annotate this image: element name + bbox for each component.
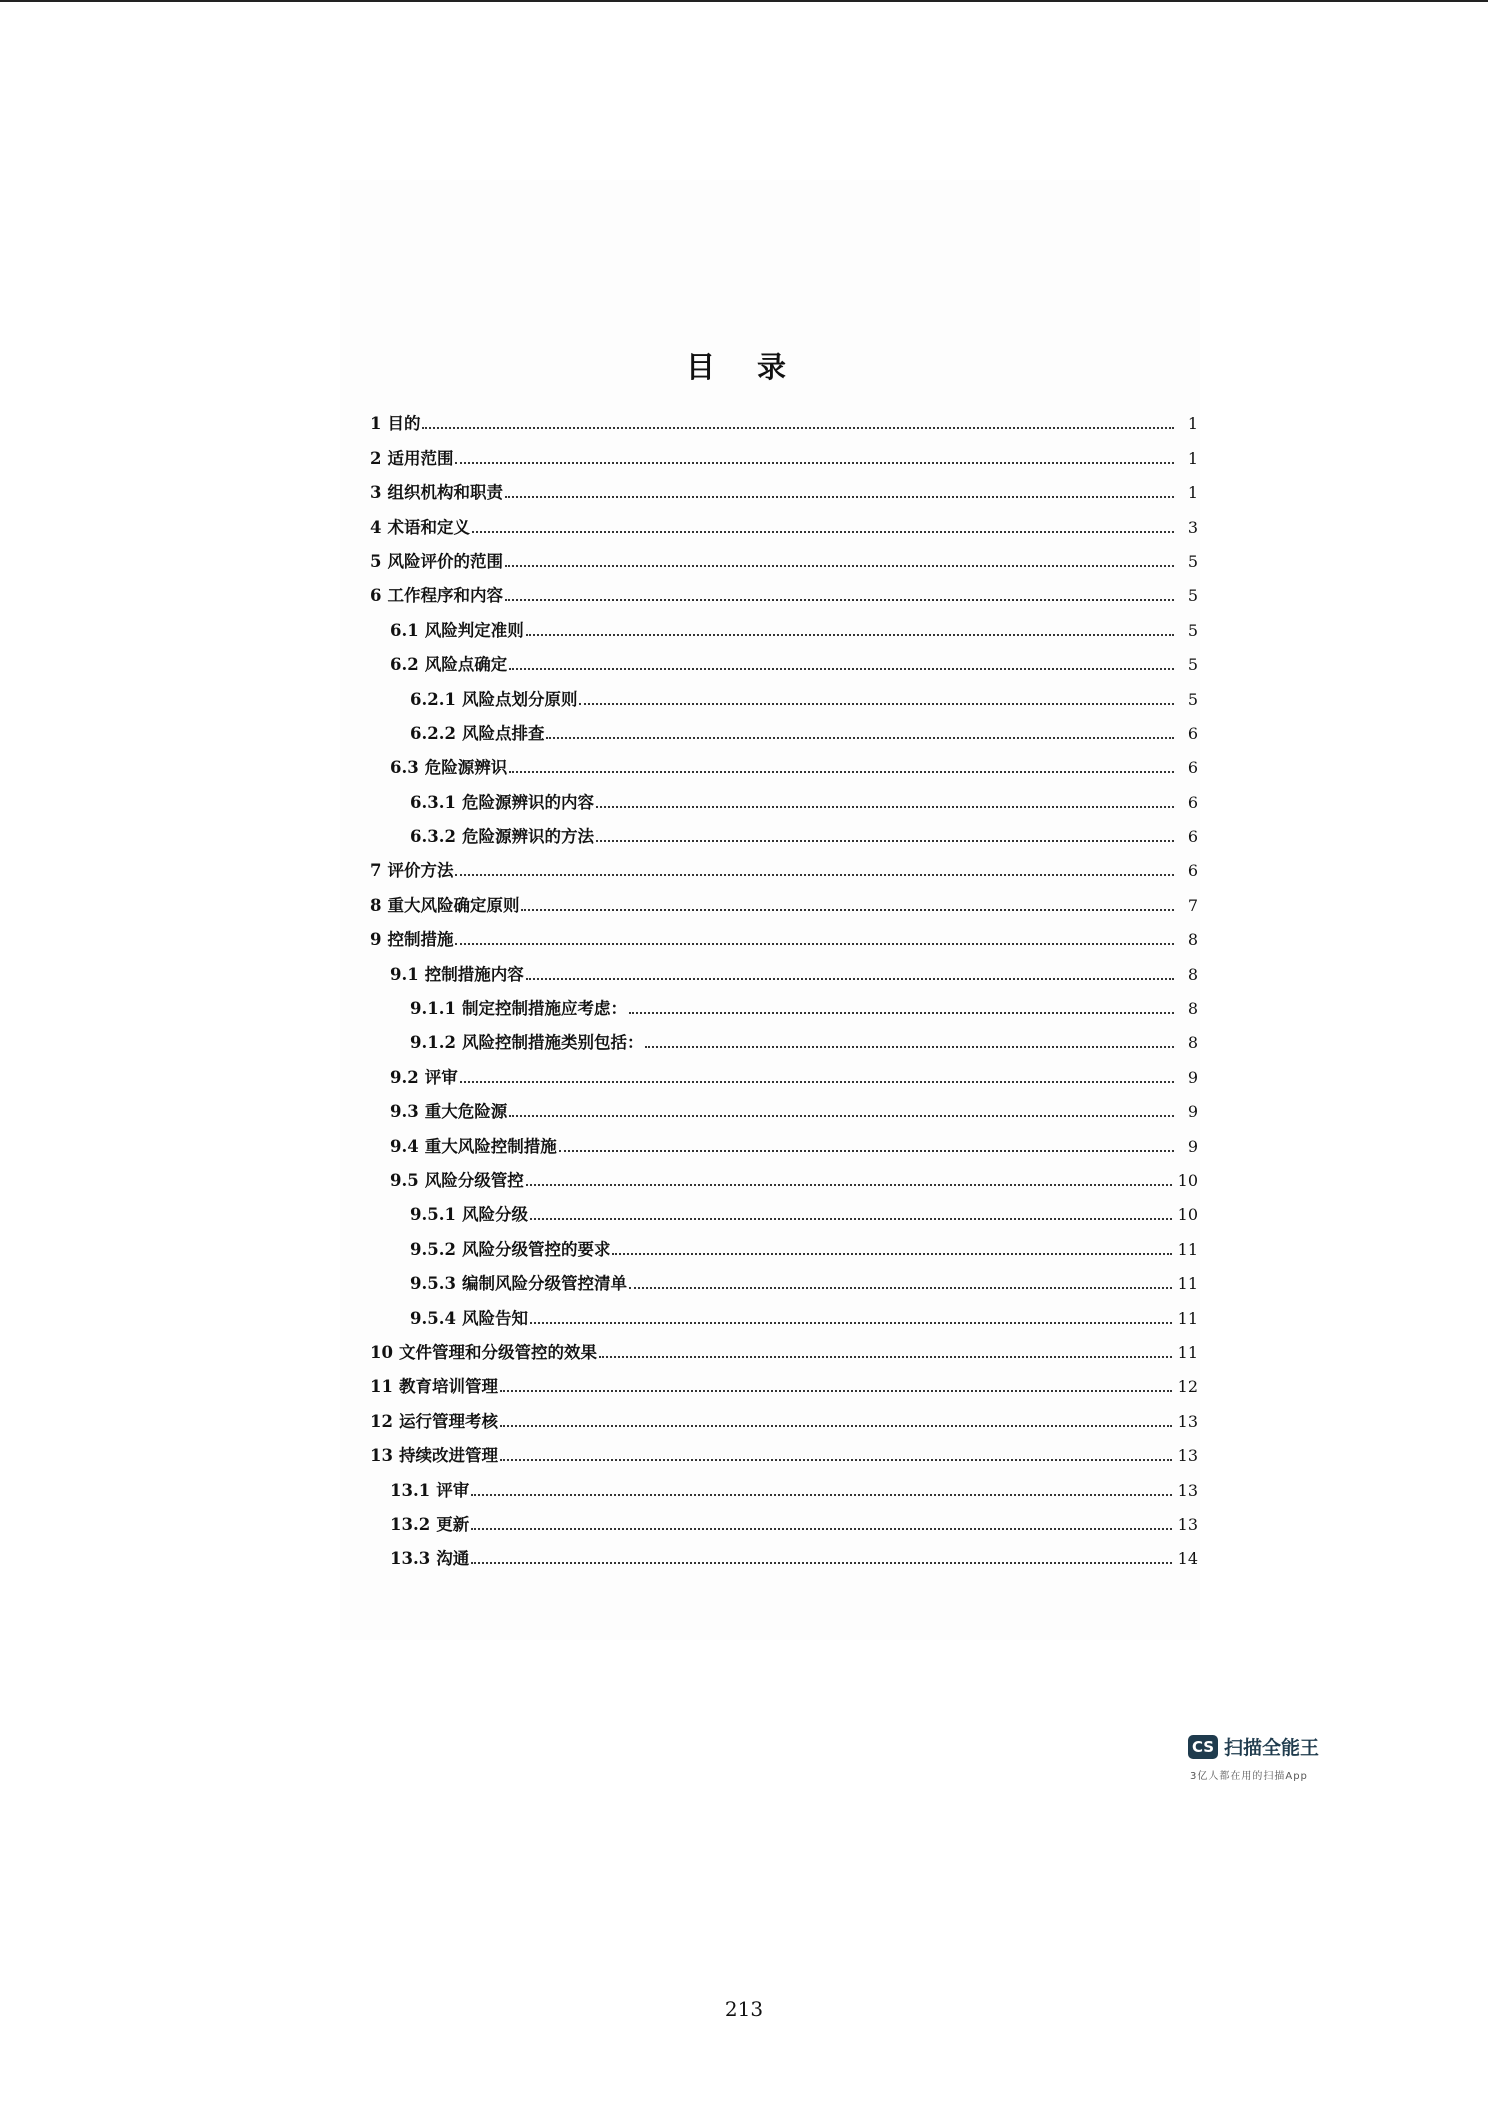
toc-entry bbox=[370, 572, 1198, 606]
toc-entry-page: 8 bbox=[1187, 964, 1198, 984]
toc-entry-label: 风险判定准则 bbox=[424, 620, 524, 640]
toc-entry-page: 13 bbox=[1177, 1446, 1198, 1466]
toc-entry-label: 制定控制措施应考虑： bbox=[461, 999, 627, 1019]
toc-entry-page: 7 bbox=[1187, 895, 1198, 915]
toc-dot-leader bbox=[526, 633, 1174, 636]
toc-entry-page: 13 bbox=[1177, 1411, 1198, 1431]
toc-entry-label: 风险控制措施类别包括： bbox=[461, 1033, 644, 1053]
toc-entry-number: 9.5.2 bbox=[410, 1239, 456, 1259]
toc-entry-number: 9.1 bbox=[390, 964, 419, 984]
toc-entry bbox=[370, 400, 1198, 434]
toc-entry-label: 危险源辨识的方法 bbox=[461, 827, 594, 847]
toc-dot-leader bbox=[579, 702, 1174, 705]
toc-dot-leader bbox=[612, 1252, 1171, 1255]
toc-dot-leader bbox=[629, 1286, 1172, 1289]
toc-entry-label: 风险点排查 bbox=[461, 723, 545, 743]
toc-entry-page: 3 bbox=[1187, 517, 1198, 537]
toc-entry-number: 9.1.2 bbox=[410, 1033, 456, 1053]
toc-dot-leader bbox=[500, 1424, 1172, 1427]
toc-entry-page: 6 bbox=[1187, 758, 1198, 778]
toc-entry-page: 11 bbox=[1177, 1342, 1198, 1362]
toc-entry bbox=[370, 1088, 1198, 1122]
toc-entry-label: 适用范围 bbox=[387, 448, 454, 468]
toc-dot-leader bbox=[471, 1561, 1171, 1564]
logo-tagline: 3亿人都在用的扫描App bbox=[1190, 1771, 1308, 1782]
toc-entry-number: 6.2.2 bbox=[410, 723, 456, 743]
toc-entry-page: 11 bbox=[1177, 1308, 1198, 1328]
toc-entry-label: 评价方法 bbox=[387, 861, 454, 881]
toc-entry bbox=[370, 1466, 1198, 1500]
toc-entry-label: 风险评价的范围 bbox=[387, 551, 503, 571]
toc-entry bbox=[370, 778, 1198, 812]
toc-entry-label: 运行管理考核 bbox=[398, 1411, 498, 1431]
toc-entry-label: 危险源辨识的内容 bbox=[461, 792, 594, 812]
toc-dot-leader bbox=[521, 908, 1174, 911]
toc-entry-label: 教育培训管理 bbox=[398, 1377, 498, 1397]
toc-entry-number: 9.5.3 bbox=[410, 1274, 456, 1294]
toc-dot-leader bbox=[546, 736, 1174, 739]
toc-entry-label: 风险点划分原则 bbox=[461, 689, 578, 709]
toc-dot-leader bbox=[500, 1458, 1172, 1461]
toc-entry-number: 7 bbox=[370, 861, 382, 881]
toc-entry-number: 9.5.1 bbox=[410, 1205, 456, 1225]
toc-dot-leader bbox=[645, 1045, 1174, 1048]
toc-entry-number: 8 bbox=[370, 895, 382, 915]
toc-entry-page: 6 bbox=[1187, 792, 1198, 812]
toc-entry-label: 重大风险确定原则 bbox=[387, 895, 520, 915]
toc-title: 目 录 bbox=[685, 350, 803, 384]
toc-entry bbox=[370, 1191, 1198, 1225]
toc-entry-page: 6 bbox=[1187, 723, 1198, 743]
toc-entry-number: 9 bbox=[370, 930, 382, 950]
toc-entry-label: 重大风险控制措施 bbox=[424, 1136, 557, 1156]
toc-entry-page: 8 bbox=[1187, 999, 1198, 1019]
toc-entry-page: 6 bbox=[1187, 827, 1198, 847]
toc-entry bbox=[370, 1329, 1198, 1363]
toc-entry-page: 5 bbox=[1187, 655, 1198, 675]
toc-dot-leader bbox=[596, 839, 1174, 842]
toc-entry-number: 12 bbox=[370, 1411, 393, 1431]
toc-entry-number: 13.1 bbox=[390, 1480, 431, 1500]
toc-entry-page: 14 bbox=[1177, 1549, 1198, 1569]
toc-dot-leader bbox=[455, 873, 1174, 876]
toc-dot-leader bbox=[599, 1355, 1172, 1358]
toc-entry-number: 9.5.4 bbox=[410, 1308, 456, 1328]
toc-entry-number: 6.1 bbox=[390, 620, 419, 640]
toc-dot-leader bbox=[526, 977, 1174, 980]
toc-entry-label: 重大危险源 bbox=[424, 1102, 508, 1122]
toc-entry bbox=[370, 1432, 1198, 1466]
toc-entry-page: 12 bbox=[1177, 1377, 1198, 1397]
toc-dot-leader bbox=[530, 1321, 1172, 1324]
toc-entry-number: 3 bbox=[370, 483, 382, 503]
toc-entry-label: 风险点确定 bbox=[424, 655, 508, 675]
toc-entry-page: 8 bbox=[1187, 930, 1198, 950]
toc-entry bbox=[370, 469, 1198, 503]
toc-dot-leader bbox=[455, 461, 1174, 464]
toc-entry-label: 风险分级管控 bbox=[424, 1170, 524, 1190]
toc-entry bbox=[370, 641, 1198, 675]
toc-entry-label: 控制措施 bbox=[387, 930, 454, 950]
toc-entry-page: 9 bbox=[1187, 1102, 1198, 1122]
toc-entry-page: 13 bbox=[1177, 1480, 1198, 1500]
toc-entry bbox=[370, 881, 1198, 915]
toc-entry bbox=[370, 1019, 1198, 1053]
toc-entry-page: 5 bbox=[1187, 620, 1198, 640]
toc-dot-leader bbox=[526, 1183, 1172, 1186]
toc-entry-label: 评审 bbox=[424, 1067, 458, 1087]
toc-dot-leader bbox=[471, 1527, 1171, 1530]
toc-entry-label: 评审 bbox=[436, 1480, 470, 1500]
toc-entry-label: 持续改进管理 bbox=[398, 1446, 498, 1466]
toc-entry-page: 6 bbox=[1187, 861, 1198, 881]
toc-entry-number: 6.3.1 bbox=[410, 792, 456, 812]
toc-entry bbox=[370, 1397, 1198, 1431]
toc-dot-leader bbox=[530, 1217, 1172, 1220]
top-edge-line bbox=[0, 0, 1488, 2]
toc-dot-leader bbox=[460, 1080, 1174, 1083]
toc-entry-number: 13.2 bbox=[390, 1514, 431, 1534]
toc-entry-label: 组织机构和职责 bbox=[387, 483, 503, 503]
toc-entry bbox=[370, 985, 1198, 1019]
toc-entry-page: 1 bbox=[1187, 483, 1198, 503]
toc-entry-number: 6.2 bbox=[390, 655, 419, 675]
toc-entry-page: 11 bbox=[1177, 1274, 1198, 1294]
toc-entry-number: 9.3 bbox=[390, 1102, 419, 1122]
toc-entry bbox=[370, 503, 1198, 537]
scanner-watermark-logo bbox=[1188, 1733, 1338, 1783]
toc-entry bbox=[370, 813, 1198, 847]
toc-entry-page: 1 bbox=[1187, 448, 1198, 468]
toc-entry-number: 9.5 bbox=[390, 1170, 419, 1190]
toc-entry-label: 更新 bbox=[436, 1514, 470, 1534]
toc-entry-number: 4 bbox=[370, 517, 382, 537]
toc-entry bbox=[370, 710, 1198, 744]
toc-entry bbox=[370, 434, 1198, 468]
toc-dot-leader bbox=[596, 805, 1174, 808]
logo-app-name: 扫描全能王 bbox=[1224, 1737, 1320, 1759]
toc-entry bbox=[370, 950, 1198, 984]
toc-entry-label: 文件管理和分级管控的效果 bbox=[398, 1342, 597, 1362]
toc-dot-leader bbox=[500, 1389, 1172, 1392]
toc-entry-label: 风险分级 bbox=[461, 1205, 528, 1225]
toc-entry-page: 1 bbox=[1187, 414, 1198, 434]
toc-dot-leader bbox=[505, 564, 1174, 567]
toc-entry bbox=[370, 1363, 1198, 1397]
toc-entry-label: 风险分级管控的要求 bbox=[461, 1239, 611, 1259]
toc-entry-number: 6.3.2 bbox=[410, 827, 456, 847]
toc-entry-number: 9.4 bbox=[390, 1136, 419, 1156]
toc-entry-page: 5 bbox=[1187, 689, 1198, 709]
toc-entry-number: 1 bbox=[370, 414, 382, 434]
toc-entry-label: 术语和定义 bbox=[387, 517, 470, 537]
toc-entry-number: 13.3 bbox=[390, 1549, 431, 1569]
toc-entry-number: 6.2.1 bbox=[410, 689, 456, 709]
toc-entry-page: 9 bbox=[1187, 1136, 1198, 1156]
toc-entry-page: 10 bbox=[1177, 1170, 1198, 1190]
toc-entry bbox=[370, 847, 1198, 881]
toc-entry bbox=[370, 1157, 1198, 1191]
toc-entry-label: 控制措施内容 bbox=[424, 964, 524, 984]
toc-entry bbox=[370, 1225, 1198, 1259]
table-of-contents bbox=[370, 400, 1198, 1569]
toc-entry-number: 6 bbox=[370, 586, 382, 606]
toc-dot-leader bbox=[509, 667, 1174, 670]
cs-logo-icon: CS bbox=[1188, 1735, 1218, 1759]
toc-entry-number: 6.3 bbox=[390, 758, 419, 778]
toc-entry bbox=[370, 1294, 1198, 1328]
toc-entry bbox=[370, 744, 1198, 778]
toc-entry-number: 13 bbox=[370, 1446, 393, 1466]
page-number: 213 bbox=[724, 1997, 764, 2021]
toc-entry bbox=[370, 1053, 1198, 1087]
toc-dot-leader bbox=[509, 1114, 1174, 1117]
toc-entry-number: 9.2 bbox=[390, 1067, 419, 1087]
toc-entry bbox=[370, 606, 1198, 640]
toc-entry-number: 11 bbox=[370, 1377, 393, 1397]
toc-entry-page: 13 bbox=[1177, 1514, 1198, 1534]
toc-dot-leader bbox=[455, 942, 1174, 945]
toc-entry-number: 10 bbox=[370, 1342, 393, 1362]
toc-entry-page: 5 bbox=[1187, 586, 1198, 606]
toc-dot-leader bbox=[505, 598, 1174, 601]
toc-entry bbox=[370, 916, 1198, 950]
toc-entry bbox=[370, 1535, 1198, 1569]
toc-entry-number: 9.1.1 bbox=[410, 999, 456, 1019]
toc-entry-page: 10 bbox=[1177, 1205, 1198, 1225]
toc-entry-label: 目的 bbox=[387, 414, 421, 434]
toc-entry-page: 11 bbox=[1177, 1239, 1198, 1259]
toc-dot-leader bbox=[509, 770, 1174, 773]
toc-dot-leader bbox=[422, 426, 1174, 429]
toc-dot-leader bbox=[471, 1493, 1171, 1496]
toc-entry-label: 危险源辨识 bbox=[424, 758, 508, 778]
toc-dot-leader bbox=[505, 495, 1174, 498]
toc-dot-leader bbox=[559, 1149, 1174, 1152]
toc-entry-label: 沟通 bbox=[436, 1549, 470, 1569]
toc-entry bbox=[370, 1260, 1198, 1294]
toc-entry bbox=[370, 675, 1198, 709]
toc-entry bbox=[370, 538, 1198, 572]
toc-dot-leader bbox=[472, 530, 1174, 533]
toc-entry-page: 8 bbox=[1187, 1033, 1198, 1053]
toc-entry bbox=[370, 1501, 1198, 1535]
toc-entry-page: 9 bbox=[1187, 1067, 1198, 1087]
toc-entry-label: 编制风险分级管控清单 bbox=[461, 1274, 627, 1294]
toc-dot-leader bbox=[629, 1011, 1174, 1014]
toc-entry-number: 2 bbox=[370, 448, 382, 468]
toc-entry-page: 5 bbox=[1187, 551, 1198, 571]
toc-entry-label: 工作程序和内容 bbox=[387, 586, 503, 606]
toc-entry-label: 风险告知 bbox=[461, 1308, 528, 1328]
toc-entry-number: 5 bbox=[370, 551, 382, 571]
toc-entry bbox=[370, 1122, 1198, 1156]
